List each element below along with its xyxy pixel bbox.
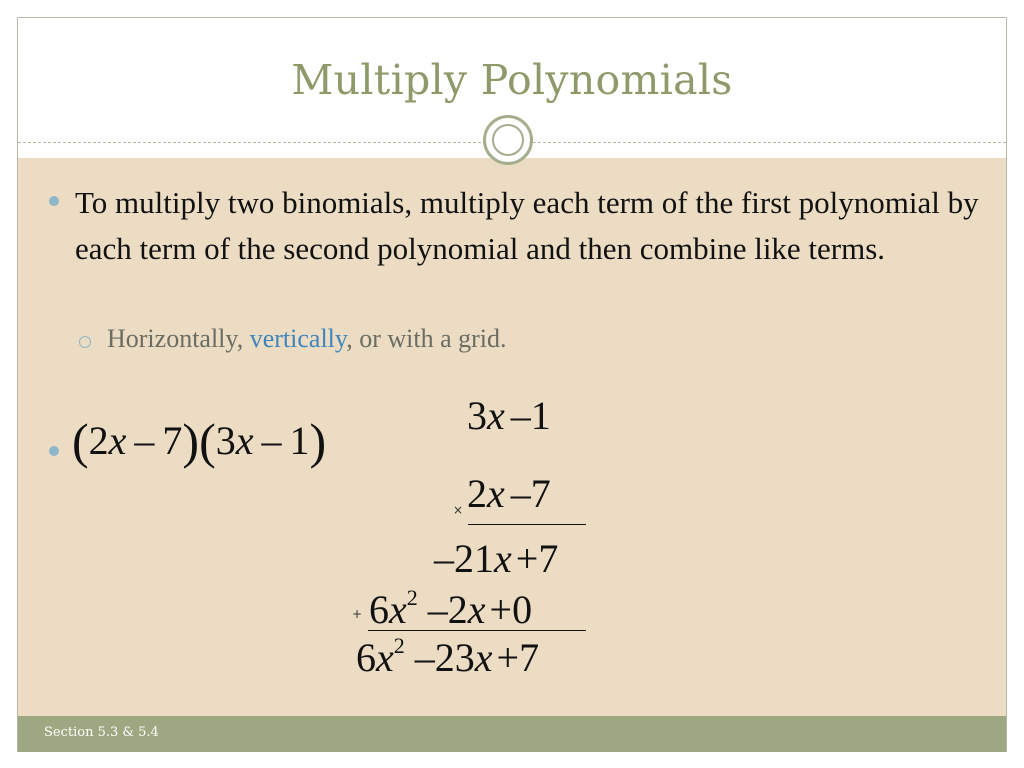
vertical-row-2 — [467, 470, 551, 517]
sub-bullet-circle-icon — [79, 336, 91, 348]
sum-rule — [368, 630, 586, 631]
variable: x — [494, 536, 512, 581]
paren: ) — [309, 413, 327, 469]
variable: x — [467, 587, 486, 632]
ring-ornament-icon — [483, 115, 533, 165]
vertical-row-5 — [356, 634, 539, 681]
term: 7 — [162, 418, 183, 463]
coef: 6 — [369, 587, 389, 632]
multiply-rule — [468, 524, 586, 525]
coef: –21 — [434, 536, 494, 581]
times-sign-icon: × — [453, 503, 464, 517]
paren: ) — [182, 413, 200, 469]
vertical-row-3 — [434, 535, 558, 582]
term: 1 — [289, 418, 310, 463]
paren: ( — [72, 413, 89, 469]
ring-inner-icon — [492, 124, 524, 156]
bullet-dot-icon — [49, 196, 59, 206]
coef: –2 — [427, 587, 468, 632]
bullet-text: To multiply two binomials, multiply each term of the first polynomial by each term of the second polynomial and then combine like terms. — [75, 185, 979, 266]
coef: 2 — [467, 471, 487, 516]
variable: x — [235, 418, 254, 463]
vertical-row-1 — [467, 392, 551, 439]
bullet-dot-icon — [49, 446, 59, 456]
sub-bullet-text — [107, 324, 507, 354]
term: 3 — [215, 418, 236, 463]
operator: – — [134, 418, 155, 463]
variable: x — [487, 393, 505, 438]
exponent: 2 — [406, 584, 418, 610]
variable: x — [376, 635, 394, 680]
coef: 3 — [467, 393, 487, 438]
footer — [18, 716, 1006, 752]
variable: x — [487, 471, 505, 516]
variable: x — [389, 587, 407, 632]
vertical-row-4 — [369, 586, 532, 633]
paren: ( — [199, 413, 216, 469]
coef: 6 — [356, 635, 376, 680]
slide-title: Multiply Polynomials — [291, 56, 733, 104]
constant: +0 — [489, 587, 533, 632]
constant: +7 — [496, 635, 540, 680]
operator: – — [261, 418, 282, 463]
constant: –1 — [510, 393, 551, 438]
sub-text-post: , or with a grid. — [346, 324, 507, 353]
variable: x — [474, 635, 493, 680]
sub-text-pre: Horizontally, — [107, 324, 250, 353]
exponent: 2 — [393, 632, 405, 658]
variable: x — [108, 418, 127, 463]
term: 2 — [88, 418, 109, 463]
plus-sign-icon: + — [352, 607, 363, 621]
coef: –23 — [414, 635, 475, 680]
constant: –7 — [510, 471, 551, 516]
footer-text: Section 5.3 & 5.4 — [44, 725, 159, 740]
binomial-product — [72, 408, 327, 469]
constant: +7 — [515, 536, 559, 581]
sub-text-link: vertically — [249, 324, 347, 353]
